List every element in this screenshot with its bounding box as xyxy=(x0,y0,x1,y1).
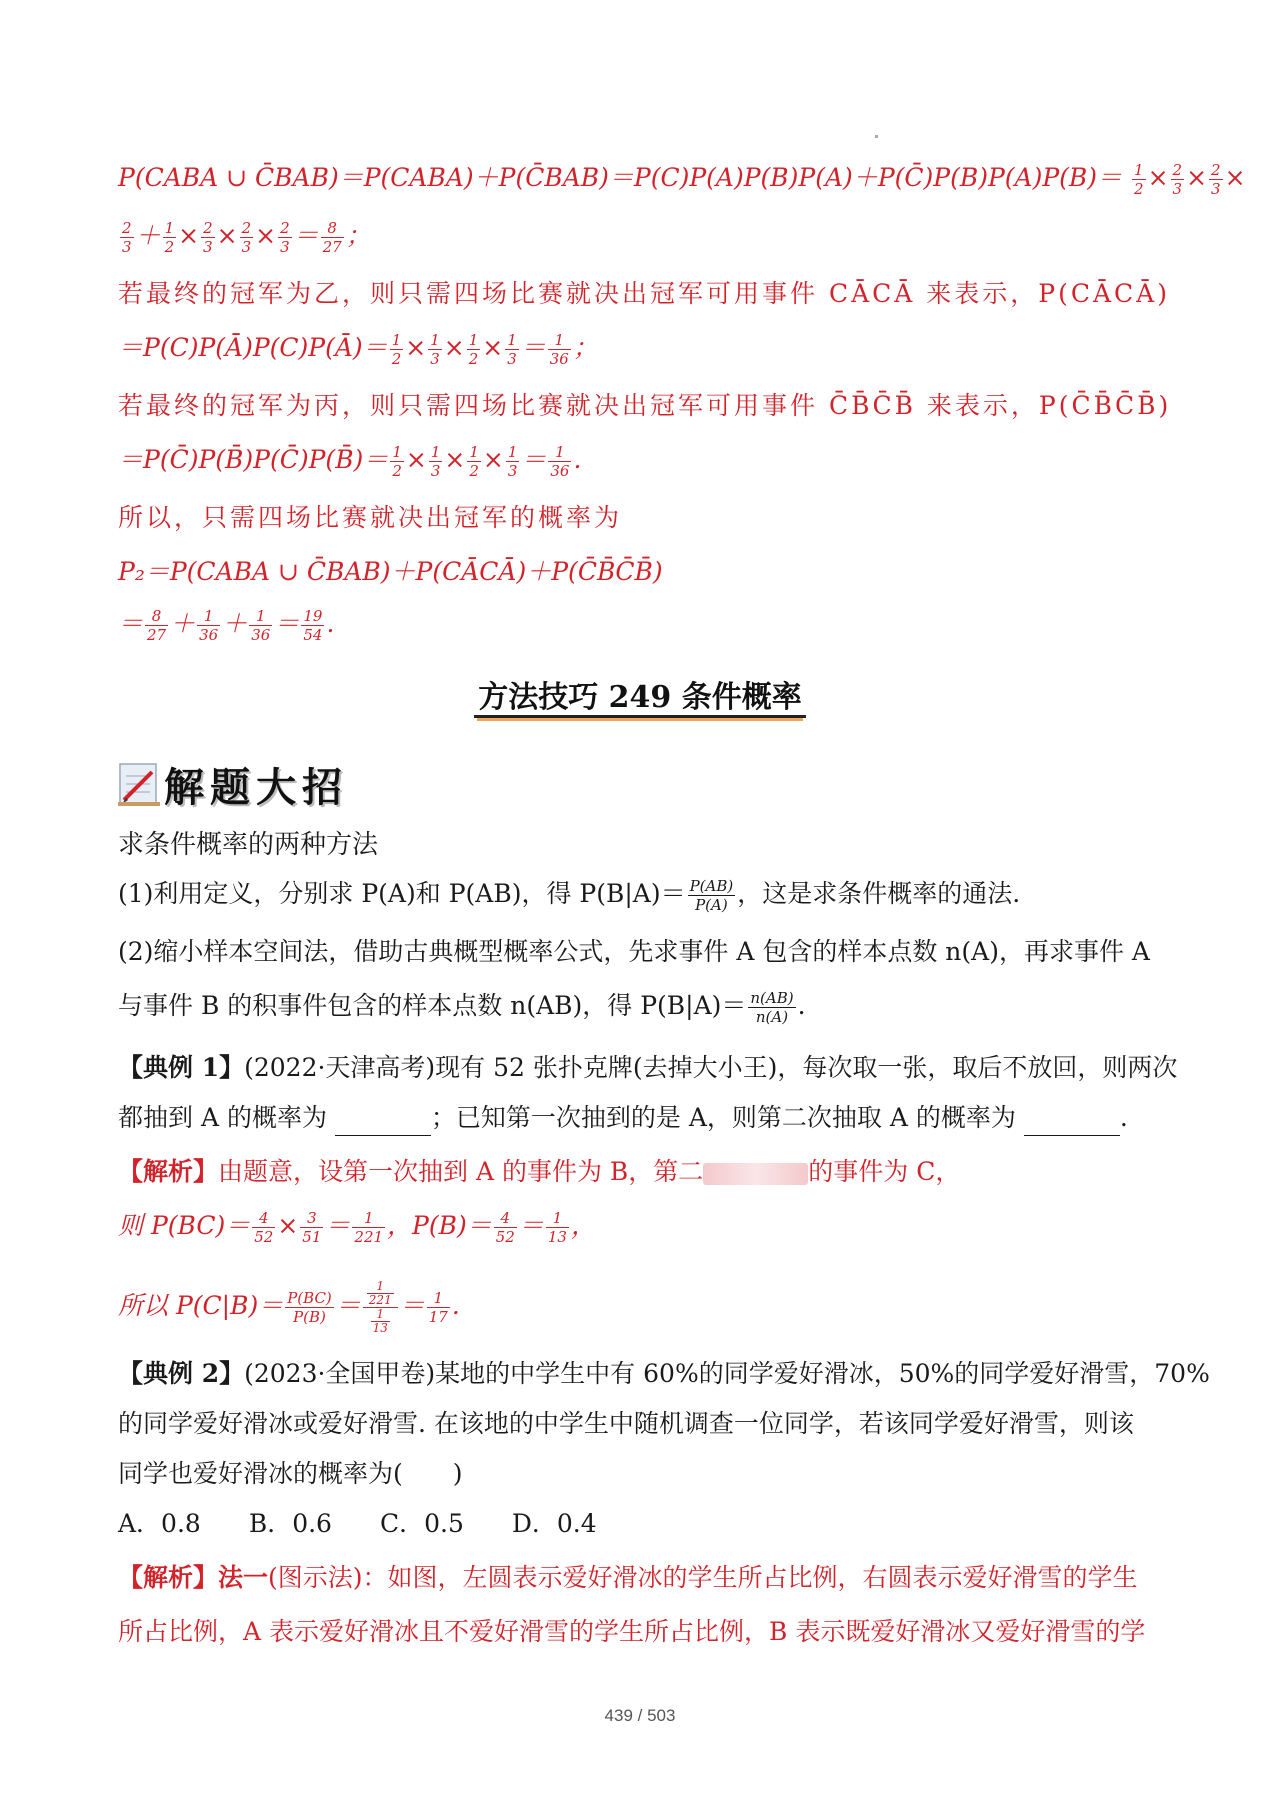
answer-blank[interactable] xyxy=(335,1109,431,1136)
page-number: 439 / 503 xyxy=(604,1706,676,1725)
answer-blank[interactable] xyxy=(1024,1109,1120,1136)
method-banner xyxy=(118,752,368,811)
solution-line-7: 所以，只需四场比赛就决出冠军的概率为 xyxy=(118,503,623,532)
solution-line-2: $\frac{2}{3}$ ＋ $\frac{1}{2}$ × $\frac{2}{3}$ × $\frac{2}{3}$ × $\frac{2}{3}$ ＝ $\frac{8}{27}$ ； xyxy=(122,219,371,256)
example-2-solution-2: 所占比例，A 表示爱好滑冰且不爱好滑雪的学生所占比例，B 表示既爱好滑冰又爱好滑雪的学 xyxy=(118,1617,1146,1646)
option-c[interactable]: C．0.5 xyxy=(379,1509,464,1538)
example-1-line-1: 【典例 1】(2022·天津高考)现有 52 张扑克牌(去掉大小王)，每次取一张，取后不放回，则两次 xyxy=(118,1053,1178,1082)
section-title: 方法技巧 249 条件概率 xyxy=(0,672,1280,716)
example-1-solution-3: 所以 P(C|B)＝ $\frac{P(BC)}{P(B)}$ ＝ $\frac{\frac{1}{221}}{\frac{1}{13}}$ ＝ $\frac{1}{17}$ . xyxy=(118,1279,460,1335)
equation-text: P(CABA ∪ C̄BAB)＝P(CABA)＋P(C̄BAB)＝P(C)P(A)P(B)P(A)＋P(C̄)P(B)P(A)P(B)＝ xyxy=(118,163,1123,192)
example-2-line-1: 【典例 2】(2023·全国甲卷)某地的中学生中有 60%的同学爱好滑冰，50%的同学爱好滑雪，70% xyxy=(118,1359,1210,1388)
fraction: $\frac{2}{3}$ xyxy=(1172,161,1183,198)
fraction: $\frac{2}{3}$ xyxy=(122,219,132,256)
method-2-line-1: (2)缩小样本空间法，借助古典概型概率公式，先求事件 A 包含的样本点数 n(A)，再求事件 A xyxy=(118,937,1150,966)
example-1-line-2: 都抽到 A 的概率为 ；已知第一次抽到的是 A，则第二次抽取 A 的概率为 . xyxy=(118,1100,1168,1136)
example-2-line-3: 同学也爱好滑冰的概率为( ) xyxy=(118,1459,463,1488)
example-tag: 【典例 2】 xyxy=(118,1359,245,1388)
fraction: $\frac{1}{2}$ xyxy=(164,219,175,256)
fraction: $\frac{2}{3}$ xyxy=(203,219,213,256)
method-title: 求条件概率的两种方法 xyxy=(118,829,379,859)
solution-line-5: 若最终的冠军为丙，则只需四场比赛就决出冠军可用事件 C̄B̄C̄B̄ 来表示，P(C̄B̄C̄B̄) xyxy=(118,391,1172,420)
example-2-options xyxy=(118,1506,1168,1542)
banner-label: 解题大招 xyxy=(164,764,348,811)
example-1-solution-1: 【解析】由题意，设第一次抽到 A 的事件为 B，第二 的事件为 C， xyxy=(118,1157,961,1186)
scan-mark xyxy=(875,135,878,138)
example-2-solution-1: 【解析】法一(图示法)：如图，左圆表示爱好滑冰的学生所占比例，右圆表示爱好滑雪的学生 xyxy=(118,1563,1138,1592)
example-2-line-2: 的同学爱好滑冰或爱好滑雪. 在该地的中学生中随机调查一位同学，若该同学爱好滑雪，则该 xyxy=(118,1409,1134,1438)
solution-line-8: P₂＝P(CABA ∪ C̄BAB)＋P(CĀCĀ)＋P(C̄B̄C̄B̄) xyxy=(118,557,663,586)
fraction: $\frac{2}{3}$ xyxy=(280,219,290,256)
solution-line-6: ＝P(C̄)P(B̄)P(C̄)P(B̄)＝ $\frac{1}{2}$ × $\frac{1}{3}$ × $\frac{1}{2}$ × $\frac{1}{3}$ ＝ $\frac{1}{36}$ . xyxy=(118,443,582,480)
option-d[interactable]: D．0.4 xyxy=(511,1509,597,1538)
method-2-line-2: 与事件 B 的积事件包含的样本点数 n(AB)，得 P(B|A)＝ $\frac{n(AB)}{n(A)}$ . xyxy=(118,989,806,1026)
solution-line-1: P(CABA ∪ C̄BAB)＝P(CABA)＋P(C̄BAB)＝P(C)P(A)P(B)P(A)＋P(C̄)P(B)P(A)P(B)＝ $\frac{1}{2}$ × $\frac{2}{3}$ × $\frac{2}{3}$ × xyxy=(118,161,1246,198)
fraction: $\frac{2}{3}$ xyxy=(1211,161,1221,198)
redacted-region xyxy=(703,1163,808,1185)
solution-line-4: ＝P(C)P(Ā)P(C)P(Ā)＝ $\frac{1}{2}$ × $\frac{1}{3}$ × $\frac{1}{2}$ × $\frac{1}{3}$ ＝ $\frac{1}{36}$ ； xyxy=(118,331,598,368)
example-tag: 【典例 1】 xyxy=(118,1053,245,1082)
option-a[interactable]: A．0.8 xyxy=(118,1509,201,1538)
solution-line-9: ＝ $\frac{8}{27}$ ＋ $\frac{1}{36}$ ＋ $\frac{1}{36}$ ＝ $\frac{19}{54}$ . xyxy=(118,607,335,644)
fraction: $\frac{1}{2}$ xyxy=(1134,161,1144,198)
fraction: $\frac{2}{3}$ xyxy=(241,219,252,256)
solution-line-3: 若最终的冠军为乙，则只需四场比赛就决出冠军可用事件 CĀCĀ 来表示，P(CĀCĀ) xyxy=(118,279,1170,308)
fraction: $\frac{8}{27}$ xyxy=(322,219,342,256)
option-b[interactable]: B．0.6 xyxy=(248,1509,332,1538)
example-1-solution-2: 则 P(BC)＝ $\frac{4}{52}$ × $\frac{3}{51}$ ＝ $\frac{1}{221}$ ，P(B)＝ $\frac{4}{52}$ ＝ $\frac{1}{13}$ ， xyxy=(118,1209,596,1246)
method-1: (1)利用定义，分别求 P(A)和 P(AB)，得 P(B|A)＝ $\frac{P(AB)}{P(A)}$ ，这是求条件概率的通法. xyxy=(118,877,1021,914)
